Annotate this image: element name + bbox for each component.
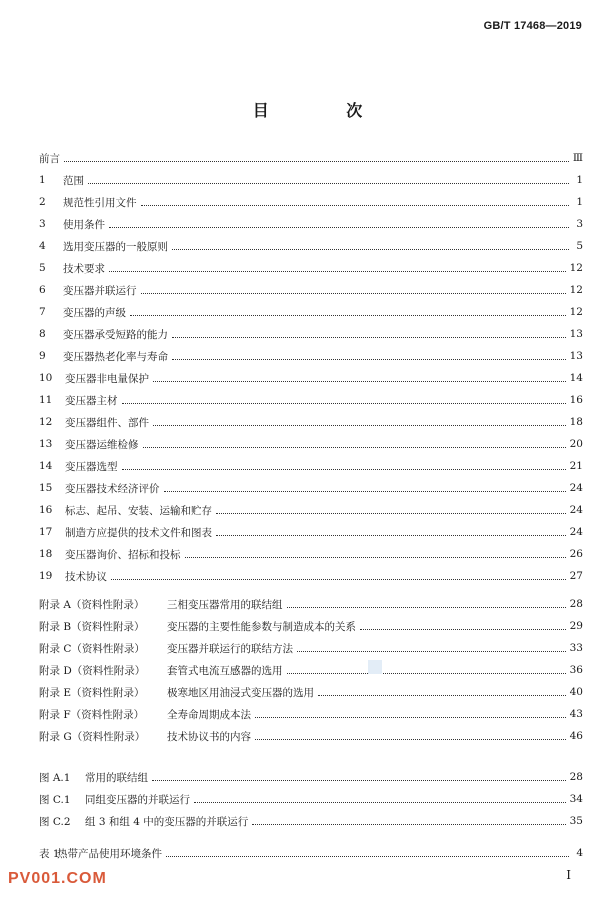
toc-entry-title: 变压器询价、招标和投标	[65, 548, 181, 561]
toc-entry-page: 36	[569, 664, 583, 676]
dot-leader	[141, 293, 566, 294]
toc-entry[interactable]	[39, 725, 583, 747]
dot-leader	[64, 161, 569, 162]
toc-entry[interactable]	[39, 659, 583, 681]
toc-entry-label: 6	[39, 284, 46, 296]
toc-entry[interactable]	[39, 235, 583, 257]
toc-entry-title: 制造方应提供的技术文件和图表	[65, 526, 212, 539]
toc-entry[interactable]	[39, 703, 583, 725]
dot-leader	[252, 824, 565, 825]
dot-leader	[255, 717, 566, 718]
toc-entry[interactable]	[39, 593, 583, 615]
toc-entry-title: 变压器运维检修	[65, 438, 139, 451]
toc-entry-page: 43	[569, 708, 583, 720]
toc-entry[interactable]	[39, 499, 583, 521]
toc-entry-label: 附录 G（资料性附录）	[39, 730, 146, 743]
toc-entry-page: 34	[569, 793, 583, 805]
toc-entry-title: 技术协议	[65, 570, 107, 583]
toc-entry-title: 变压器技术经济评价	[65, 482, 160, 495]
toc-entry-page: 4	[576, 847, 583, 859]
dot-leader	[172, 249, 569, 250]
toc-entry-label: 10	[39, 372, 53, 384]
dot-leader	[109, 227, 569, 228]
toc-entry-title: 变压器的主要性能参数与制造成本的关系	[167, 620, 356, 633]
toc-entry-page: 12	[569, 306, 583, 318]
toc-entry[interactable]	[39, 279, 583, 301]
toc-figures-section	[39, 766, 583, 832]
toc-entry-page: 18	[569, 416, 583, 428]
dot-leader	[130, 315, 566, 316]
toc-entry-title: 常用的联结组	[85, 771, 148, 784]
toc-entry[interactable]	[39, 345, 583, 367]
toc-entry-label: 19	[39, 570, 53, 582]
toc-entry-title: 变压器承受短路的能力	[63, 328, 168, 341]
toc-entry-label: 附录 D（资料性附录）	[39, 664, 146, 677]
toc-entry-label: 1	[39, 174, 46, 186]
toc-entry[interactable]	[39, 389, 583, 411]
toc-entry[interactable]	[39, 637, 583, 659]
dot-leader	[143, 447, 566, 448]
dot-leader	[164, 491, 566, 492]
toc-entry[interactable]	[39, 169, 583, 191]
toc-entry-label: 附录 F（资料性附录）	[39, 708, 145, 721]
dot-leader	[172, 337, 566, 338]
toc-entry[interactable]	[39, 810, 583, 832]
dot-leader	[153, 425, 566, 426]
toc-entry-page: 3	[576, 218, 583, 230]
toc-entry-label: 附录 E（资料性附录）	[39, 686, 145, 699]
toc-entry-label: 图 A.1	[39, 771, 71, 784]
toc-entry[interactable]	[39, 543, 583, 565]
toc-entry-title: 极寒地区用油浸式变压器的选用	[167, 686, 314, 699]
dot-leader	[109, 271, 566, 272]
toc-entry-title: 变压器的声级	[63, 306, 126, 319]
toc-entry-page: 5	[576, 240, 583, 252]
dot-leader	[122, 469, 566, 470]
toc-tables-section	[39, 842, 583, 864]
toc-entry[interactable]	[39, 323, 583, 345]
toc-entry[interactable]	[39, 615, 583, 637]
dot-leader	[216, 535, 566, 536]
toc-entry-title: 变压器并联运行的联结方法	[167, 642, 293, 655]
dot-leader	[318, 695, 566, 696]
toc-entry-title: 组 3 和组 4 中的变压器的并联运行	[85, 815, 249, 828]
toc-entry-label: 8	[39, 328, 46, 340]
toc-entry-label: 5	[39, 262, 46, 274]
toc-entry-label: 3	[39, 218, 46, 230]
dot-leader	[194, 802, 566, 803]
toc-entry-page: 46	[569, 730, 583, 742]
toc-entry-label: 2	[39, 196, 46, 208]
toc-entry-title: 范围	[63, 174, 84, 187]
toc-entry[interactable]	[39, 257, 583, 279]
toc-entry-page: 27	[569, 570, 583, 582]
toc-entry-label: 图 C.1	[39, 793, 71, 806]
toc-entry-label: 16	[39, 504, 53, 516]
toc-entry-label: 17	[39, 526, 53, 538]
dot-leader	[287, 673, 566, 674]
toc-entry-title: 技术要求	[63, 262, 105, 275]
toc-entry-label: 9	[39, 350, 46, 362]
toc-entry[interactable]	[39, 433, 583, 455]
toc-entry-page: 26	[569, 548, 583, 560]
toc-entry-page: 24	[569, 504, 583, 516]
dot-leader	[152, 780, 566, 781]
toc-appendix-section	[39, 593, 583, 747]
toc-entry-title: 使用条件	[63, 218, 105, 231]
toc-entry-label: 图 C.2	[39, 815, 71, 828]
toc-entry[interactable]	[39, 367, 583, 389]
dot-leader	[360, 629, 566, 630]
toc-entry-page: 28	[569, 771, 583, 783]
toc-entry-title: 全寿命周期成本法	[167, 708, 251, 721]
toc-entry-page: 13	[569, 328, 583, 340]
toc-entry-title: 标志、起吊、安装、运输和贮存	[65, 504, 212, 517]
toc-entry-page: 1	[576, 174, 583, 186]
toc-entry-page: 1	[576, 196, 583, 208]
toc-entry[interactable]	[39, 191, 583, 213]
page-title: 目 次	[252, 101, 399, 120]
toc-entry-label: 4	[39, 240, 46, 252]
toc-entry-label: 附录 C（资料性附录）	[39, 642, 145, 655]
toc-entry-title: 技术协议书的内容	[167, 730, 251, 743]
dot-leader	[287, 607, 566, 608]
scan-artifact	[368, 660, 382, 674]
toc-entry-title: 热带产品使用环境条件	[57, 847, 162, 860]
toc-entry-title: 变压器主材	[65, 394, 118, 407]
toc-entry-title: 变压器并联运行	[63, 284, 137, 297]
toc-entry[interactable]	[39, 681, 583, 703]
toc-entry-label: 附录 B（资料性附录）	[39, 620, 145, 633]
toc-main-section	[39, 147, 583, 587]
toc-entry-title: 变压器选型	[65, 460, 118, 473]
toc-entry-label: 14	[39, 460, 53, 472]
toc-entry-page: 24	[569, 482, 583, 494]
toc-entry-page: 20	[569, 438, 583, 450]
dot-leader	[216, 513, 566, 514]
dot-leader	[88, 183, 569, 184]
toc-entry-label: 13	[39, 438, 53, 450]
toc-entry-title: 三相变压器常用的联结组	[167, 598, 283, 611]
toc-entry-title: 变压器热老化率与寿命	[63, 350, 168, 363]
toc-entry[interactable]	[39, 766, 583, 788]
toc-entry-page: 12	[569, 284, 583, 296]
toc-entry-page: 21	[569, 460, 583, 472]
toc-entry[interactable]	[39, 565, 583, 587]
toc-entry-label: 附录 A（资料性附录）	[39, 598, 145, 611]
dot-leader	[297, 651, 566, 652]
toc-entry[interactable]	[39, 213, 583, 235]
watermark-logo: PV001.COM	[8, 870, 107, 887]
toc-entry-page: 35	[569, 815, 583, 827]
dot-leader	[141, 205, 570, 206]
toc-entry[interactable]	[39, 842, 583, 864]
toc-entry-title: 变压器非电量保护	[65, 372, 149, 385]
toc-entry-title: 同组变压器的并联运行	[85, 793, 190, 806]
toc-entry-page: 33	[569, 642, 583, 654]
dot-leader	[111, 579, 566, 580]
dot-leader	[255, 739, 566, 740]
toc-entry-label: 表 1	[39, 847, 60, 860]
toc-entry[interactable]	[39, 411, 583, 433]
toc-entry[interactable]	[39, 477, 583, 499]
toc-entry[interactable]	[39, 147, 583, 169]
toc-entry[interactable]	[39, 455, 583, 477]
toc-entry-page: 13	[569, 350, 583, 362]
dot-leader	[185, 557, 566, 558]
toc-entry-title: 变压器组件、部件	[65, 416, 149, 429]
toc-entry[interactable]	[39, 788, 583, 810]
toc-entry-page: 28	[569, 598, 583, 610]
toc-entry-label: 18	[39, 548, 53, 560]
toc-entry-label: 15	[39, 482, 53, 494]
toc-entry-page: Ⅲ	[572, 152, 583, 164]
toc-entry-title: 前言	[39, 152, 60, 165]
toc-entry-page: 16	[569, 394, 583, 406]
toc-entry-page: 24	[569, 526, 583, 538]
toc-entry-title: 套管式电流互感器的选用	[167, 664, 283, 677]
toc-entry-label: 12	[39, 416, 53, 428]
dot-leader	[172, 359, 566, 360]
toc-entry-page: 29	[569, 620, 583, 632]
page-number: I	[566, 868, 571, 882]
toc-entry[interactable]	[39, 301, 583, 323]
toc-entry-title: 规范性引用文件	[63, 196, 137, 209]
toc-entry-label: 7	[39, 306, 46, 318]
toc-entry-title: 选用变压器的一般原则	[63, 240, 168, 253]
dot-leader	[166, 856, 569, 857]
standard-code: GB/T 17468—2019	[483, 20, 582, 32]
toc-entry[interactable]	[39, 521, 583, 543]
toc-entry-page: 12	[569, 262, 583, 274]
dot-leader	[122, 403, 566, 404]
toc-entry-page: 40	[569, 686, 583, 698]
dot-leader	[153, 381, 566, 382]
toc-entry-page: 14	[569, 372, 583, 384]
toc-entry-label: 11	[39, 394, 53, 406]
